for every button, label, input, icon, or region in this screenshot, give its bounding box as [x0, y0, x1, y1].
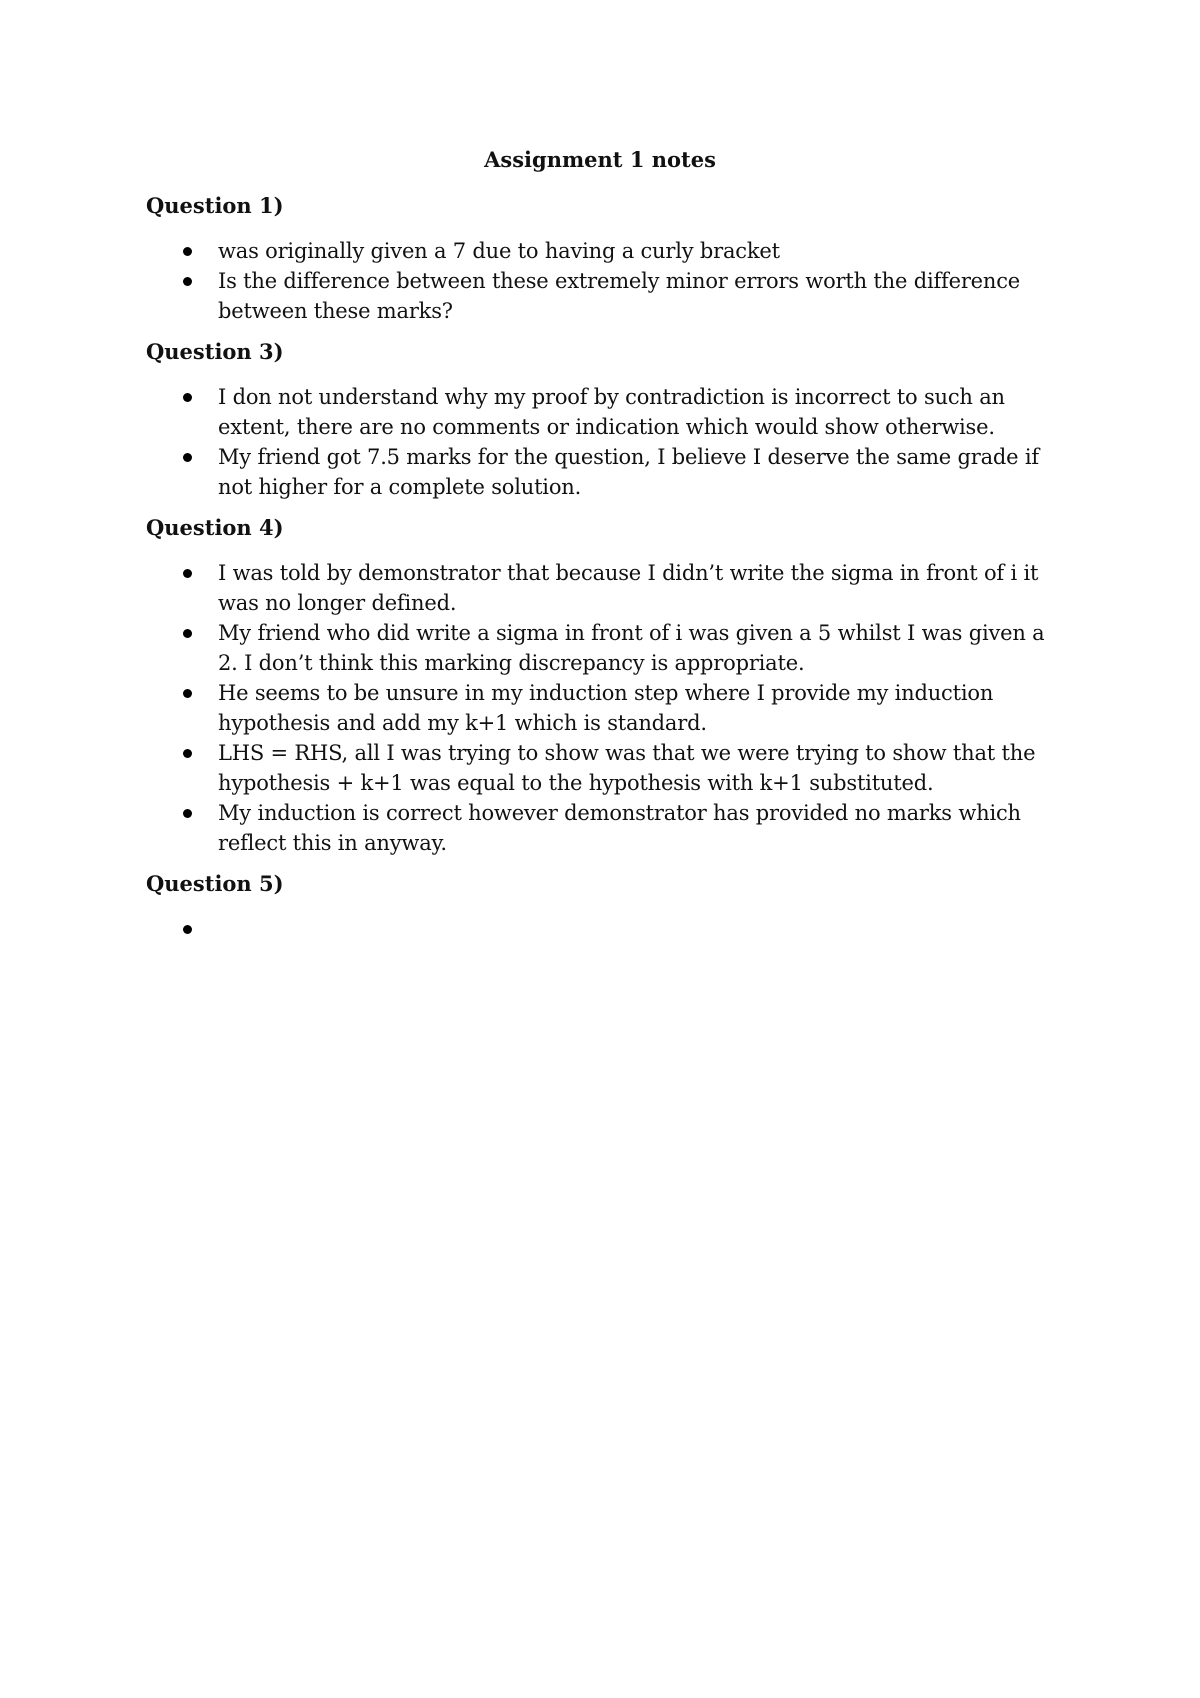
list-item-text: My friend who did write a sigma in front of i was given a 5 whilst I was given a 2. I don’t think this marking discrepancy is appropriate. [218, 621, 1045, 675]
list-item [146, 914, 1066, 944]
bullet-icon [183, 749, 192, 758]
list-item [146, 678, 1066, 738]
list-item [146, 618, 1066, 678]
section-question-1 [146, 192, 1066, 326]
section-question-3 [146, 338, 1066, 502]
bullet-icon [183, 689, 192, 698]
bullet-icon [183, 393, 192, 402]
bullet-list [146, 382, 1066, 502]
section-question-5 [146, 870, 1066, 944]
list-item [146, 442, 1066, 502]
list-item-text: My induction is correct however demonstrator has provided no marks which reflect this in anyway. [218, 801, 1021, 855]
list-item [146, 236, 1066, 266]
section-heading: Question 4) [146, 515, 284, 540]
list-item [146, 558, 1066, 618]
section-question-4 [146, 514, 1066, 858]
section-heading: Question 1) [146, 193, 284, 218]
list-item-text: was originally given a 7 due to having a curly bracket [218, 239, 780, 263]
list-item-text: He seems to be unsure in my induction step where I provide my induction hypothesis and add my k+1 which is standard. [218, 681, 994, 735]
list-item-text: LHS = RHS, all I was trying to show was that we were trying to show that the hypothesis + k+1 was equal to the hypothesis with k+1 substituted. [218, 741, 1036, 795]
document-title: Assignment 1 notes [484, 147, 716, 172]
list-item [146, 798, 1066, 858]
document-body [146, 192, 1066, 956]
bullet-icon [183, 277, 192, 286]
list-item-text: I was told by demonstrator that because I didn’t write the sigma in front of i it was no longer defined. [218, 561, 1039, 615]
list-item [146, 382, 1066, 442]
bullet-icon [183, 247, 192, 256]
list-item-text [218, 914, 1058, 944]
bullet-icon [183, 809, 192, 818]
list-item [146, 738, 1066, 798]
list-item [146, 266, 1066, 326]
section-heading: Question 3) [146, 339, 284, 364]
bullet-icon [183, 925, 192, 934]
list-item-text: I don not understand why my proof by contradiction is incorrect to such an extent, there are no comments or indication which would show otherwise. [218, 385, 1005, 439]
list-item-text: My friend got 7.5 marks for the question, I believe I deserve the same grade if not higher for a complete solution. [218, 445, 1039, 499]
bullet-list [146, 914, 1066, 944]
bullet-icon [183, 569, 192, 578]
bullet-list [146, 558, 1066, 858]
section-heading: Question 5) [146, 871, 284, 896]
bullet-icon [183, 453, 192, 462]
bullet-list [146, 236, 1066, 326]
bullet-icon [183, 629, 192, 638]
list-item-text: Is the difference between these extremely minor errors worth the difference between these marks? [218, 269, 1021, 323]
